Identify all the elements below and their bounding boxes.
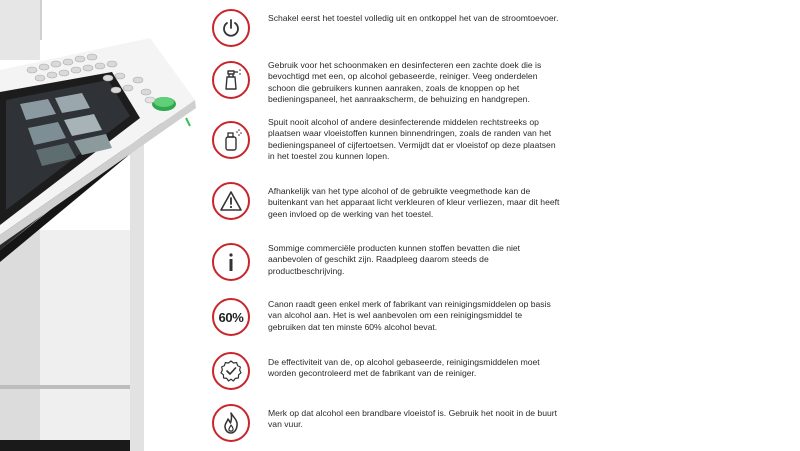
spray-can-icon (212, 121, 250, 159)
item-text: Merk op dat alcohol een brandbare vloeistof is. Gebruik het nooit in de buurt van vuur. (268, 408, 558, 430)
item-text: Gebruik voor het schoonmaken en desinfecteren een zachte doek die is bevochtigd met een, op alcohol gebaseerde, reiniger. Veeg onderdelen schoon die gebruikers kunnen aanraken, zoals de knoppen op het bedieningspaneel, het aanraakscherm, de behuizing en handgrepen. (268, 60, 542, 105)
power-icon (212, 9, 250, 47)
percent-label: 60% (218, 309, 244, 325)
item-text: De effectiviteit van de, op alcohol gebaseerde, reinigingsmiddelen moet worden gecontroleerd met de fabrikant van de reiniger. (268, 357, 540, 379)
printer-illustration (0, 0, 200, 451)
item-text: Spuit nooit alcohol of andere desinfecterende middelen rechtstreeks op plaatsen waar vloeistoffen kunnen binnendringen, zoals de randen van het bedieningspaneel of cijfertoetsen. Vermijdt dat er vloeistof op deze plaatsen in het toestel zou kunnen lopen. (268, 117, 556, 162)
checkmark-badge-icon (212, 352, 250, 390)
warning-icon (212, 182, 250, 220)
flame-icon (212, 404, 250, 442)
item-text: Schakel eerst het toestel volledig uit en ontkoppel het van de stroomtoevoer. (268, 13, 559, 23)
printer-graphic (0, 0, 200, 451)
spray-bottle-icon (212, 61, 250, 99)
item-text: Sommige commerciële producten kunnen stoffen bevatten die niet aanbevolen of geschikt zijn. Raadpleeg daarom steeds de productbeschrijving. (268, 243, 521, 276)
instruction-list (208, 0, 568, 451)
item-text: Canon raadt geen enkel merk of fabrikant van reinigingsmiddelen op basis van alcohol aan. Het is wel aanbevolen om een reinigingsmiddel te gebruiken dat ten minste 60% alcohol bevat. (268, 299, 551, 332)
percent-icon (212, 298, 250, 336)
info-icon (212, 243, 250, 281)
item-text: Afhankelijk van het type alcohol of de gebruikte veegmethode kan de buitenkant van het apparaat licht verkleuren of kleur verliezen, maar dit heeft geen invloed op de werking van het toestel. (268, 186, 560, 219)
